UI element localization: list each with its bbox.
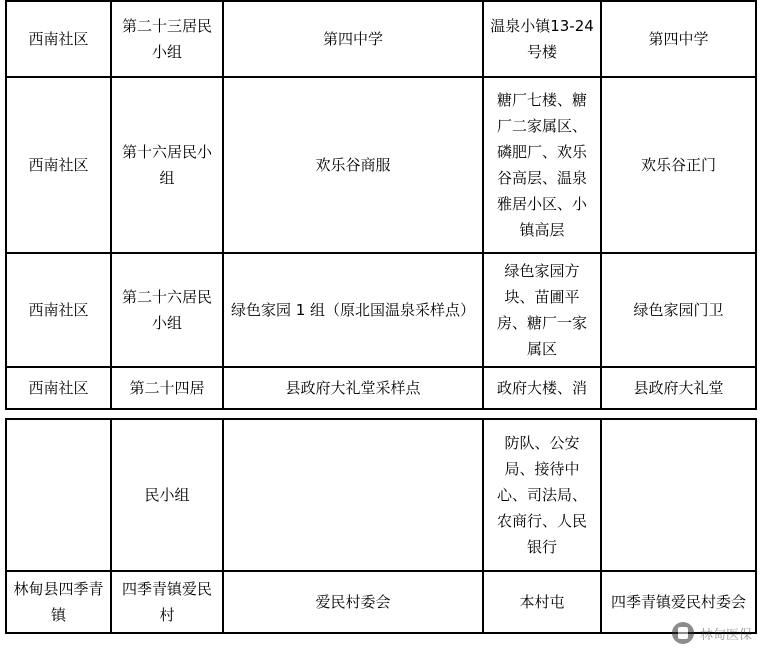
cell-scope: 糖厂七楼、糖厂二家属区、磷肥厂、欢乐谷高层、温泉雅居小区、小镇高层 xyxy=(483,77,601,253)
cell-name xyxy=(601,419,756,571)
cell-group: 民小组 xyxy=(111,419,223,571)
cell-community xyxy=(6,419,111,571)
cell-scope: 绿色家园方块、苗圃平房、糖厂一家属区 xyxy=(483,253,601,367)
cell-scope: 本村屯 xyxy=(483,571,601,633)
cell-community: 林甸县四季青镇 xyxy=(6,571,111,633)
cell-community: 西南社区 xyxy=(6,253,111,367)
wechat-account-logo-icon xyxy=(672,622,694,644)
sampling-site-table-upper xyxy=(5,0,757,410)
cell-name: 四季青镇爱民村委会 xyxy=(601,571,756,633)
cell-community: 西南社区 xyxy=(6,1,111,77)
table-row xyxy=(6,77,756,253)
cell-name: 县政府大礼堂 xyxy=(601,367,756,409)
watermark-label: 林甸医保 xyxy=(699,627,752,643)
cell-community: 西南社区 xyxy=(6,367,111,409)
cell-group: 第二十四居 xyxy=(111,367,223,409)
table-row xyxy=(6,419,756,571)
cell-scope: 政府大楼、消 xyxy=(483,367,601,409)
table-row xyxy=(6,571,756,633)
cell-scope: 防队、公安局、接待中心、司法局、农商行、人民银行 xyxy=(483,419,601,571)
cell-site: 欢乐谷商服 xyxy=(223,77,483,253)
cell-site xyxy=(223,419,483,571)
table-row xyxy=(6,367,756,409)
cell-site: 县政府大礼堂采样点 xyxy=(223,367,483,409)
cell-name: 欢乐谷正门 xyxy=(601,77,756,253)
table-row xyxy=(6,253,756,367)
cell-site: 绿色家园 1 组（原北国温泉采样点） xyxy=(223,253,483,367)
table-row xyxy=(6,1,756,77)
cell-site: 第四中学 xyxy=(223,1,483,77)
cell-group: 第二十六居民小组 xyxy=(111,253,223,367)
cell-scope: 温泉小镇13-24 号楼 xyxy=(483,1,601,77)
cell-site: 爱民村委会 xyxy=(223,571,483,633)
watermark xyxy=(672,622,752,644)
cell-name: 第四中学 xyxy=(601,1,756,77)
cell-group: 第二十三居民小组 xyxy=(111,1,223,77)
sampling-site-table-lower xyxy=(5,418,757,634)
cell-community: 西南社区 xyxy=(6,77,111,253)
page-break-gap xyxy=(0,410,760,418)
cell-group: 四季青镇爱民村 xyxy=(111,571,223,633)
cell-name: 绿色家园门卫 xyxy=(601,253,756,367)
cell-group: 第十六居民小组 xyxy=(111,77,223,253)
